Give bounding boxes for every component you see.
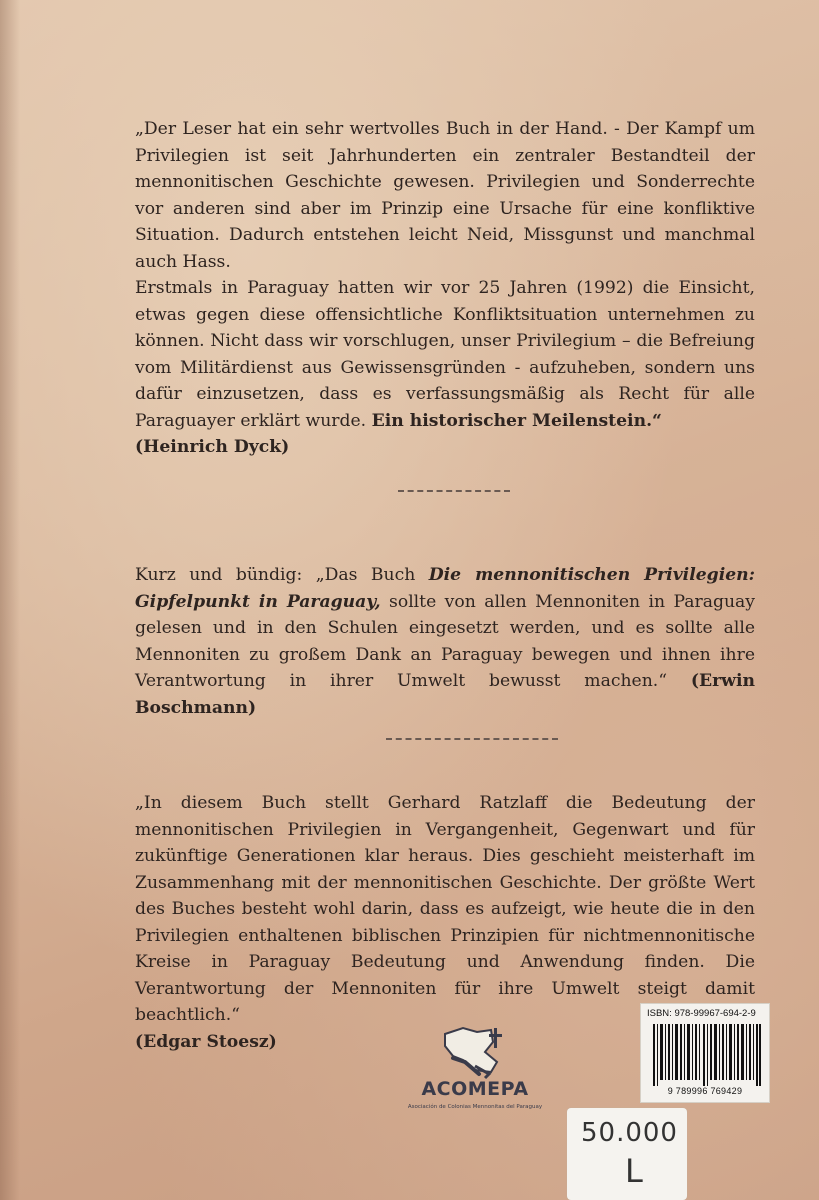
quote-author: (Heinrich Dyck) (135, 437, 290, 457)
quote-paragraph (135, 562, 755, 721)
publisher-logo (405, 1022, 545, 1122)
paraguay-map-with-cross-icon (405, 1022, 545, 1082)
quote-text: sollte von allen Mennoniten in Paraguay gelesen und in den Schulen eingesetzt werden, und es sollte alle Mennoniten zu großem Dank an Paraguay bewegen und ihnen ihre Verantwortung in ihrer Umwelt bewusst machen.“ (135, 591, 756, 691)
quote-paragraph: „Der Leser hat ein sehr wertvolles Buch in der Hand. - Der Kampf um Privilegien ist seit Jahrhunderten ein zentraler Bestandteil der mennonitischen Geschichte gewesen. Privilegien und Sonderrechte vor anderen sind aber im Prinzip eine Ursache für eine konfliktive Situation. Dadurch entstehen leicht Neid, Missgunst und manchmal auch Hass. (135, 119, 755, 272)
quote-heinrich-dyck (135, 116, 755, 461)
quote-highlight: Ein historischer Meilenstein.“ (371, 410, 662, 431)
quote-text: Erstmals in Paraguay hatten wir vor 25 Jahren (1992) die Einsicht, etwas gegen diese offensichtliche Konfliktsituation unternehmen zu können. Nicht dass wir vorschlugen, unser Privilegium – die Befreiung vom Militärdienst aus Gewissensgründen - aufzuheben, sondern uns dafür einzusetzen, dass es verfassungsmäßig als Recht für alle Paraguayer erklärt wurde. (135, 278, 755, 431)
quote-author: (Edgar Stoesz) (135, 1031, 277, 1052)
quote-paragraph: „In diesem Buch stellt Gerhard Ratzlaff die Bedeutung der mennonitischen Privilegien in Vergangenheit, Gegenwart und für zukünftige Generationen klar heraus. Dies geschieht meisterhaft im Zusammenhang mit der mennonitischen Geschichte. Der größte Wert des Buches besteht wohl darin, dass es aufzeigt, wie heute die in den Privilegien enthaltenen biblischen Prinzipien für nichtmennonitische Kreise in Paraguay Bedeutung und Anwendung finden. Die Verantwortung der Mennoniten für ihre Umwelt steigt damit beachtlich.“ (135, 793, 755, 1025)
quote-author: (Erwin Boschmann) (135, 671, 755, 718)
quote-lead: Kurz und bündig: „Das Buch (135, 565, 429, 585)
price-mark: L (625, 1152, 643, 1190)
quote-paragraph (135, 275, 755, 434)
spine-shadow (0, 0, 20, 1200)
barcode-icon (653, 1024, 761, 1086)
quote-erwin-boschmann (135, 562, 755, 721)
dashed-divider (398, 490, 510, 492)
publisher-subtitle: Asociación de Colonias Mennonitas del Paraguay (407, 1104, 543, 1110)
book-title: Die mennonitischen Privilegien: Gipfelpunkt in Paraguay, (135, 565, 755, 612)
isbn-barcode-label (640, 1003, 770, 1103)
isbn-text: ISBN: 978-99967-694-2-9 (647, 1008, 756, 1019)
publisher-name: ACOMEPA (421, 1078, 529, 1100)
price-amount: 50.000 (581, 1118, 678, 1148)
price-sticker (567, 1108, 687, 1200)
dashed-divider (386, 738, 558, 740)
isbn-digits: 9 789996 769429 (667, 1086, 743, 1096)
